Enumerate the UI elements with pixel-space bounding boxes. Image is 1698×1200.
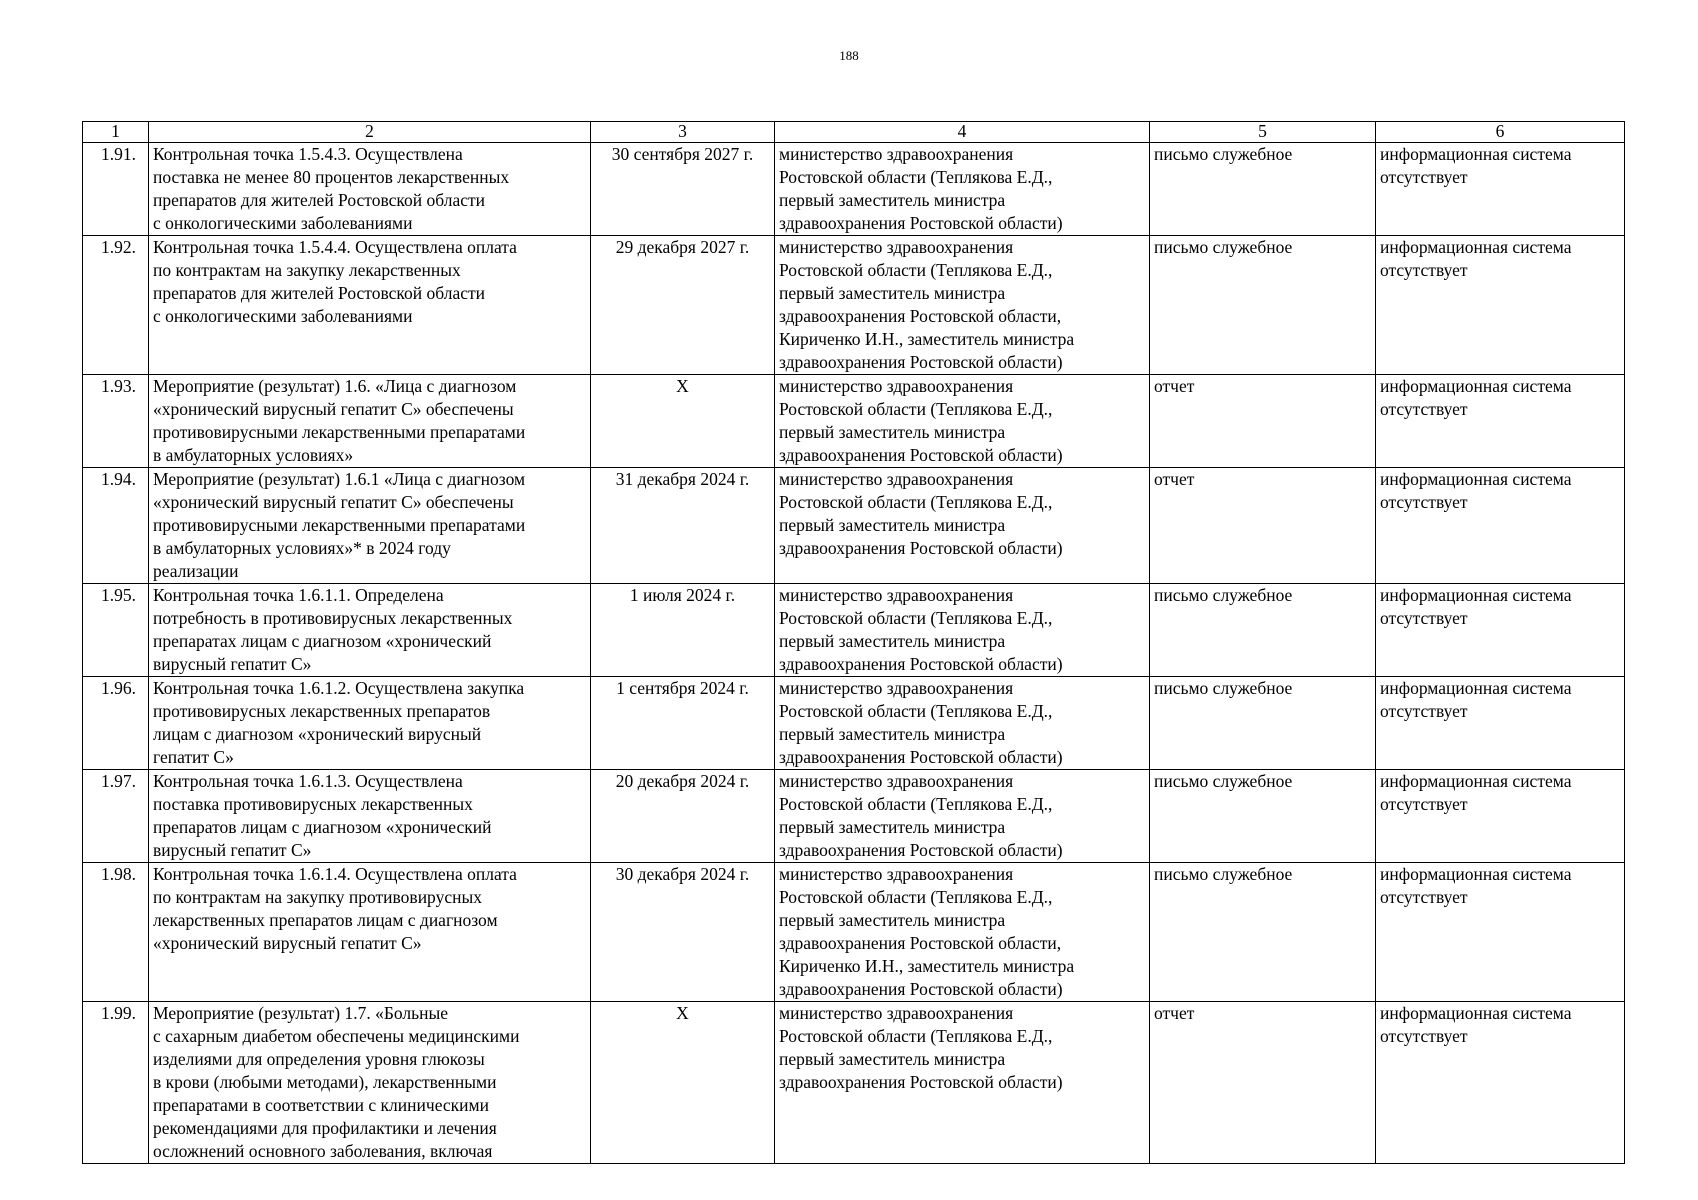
row-document-type: письмо служебное bbox=[1150, 677, 1376, 770]
row-date: 30 сентября 2027 г. bbox=[591, 143, 775, 236]
row-number: 1.95. bbox=[83, 584, 149, 677]
row-number: 1.97. bbox=[83, 770, 149, 863]
column-header-1: 1 bbox=[83, 122, 149, 143]
row-responsible: министерство здравоохранения Ростовской области (Теплякова Е.Д., первый заместитель министра здравоохранения Ростовской области) bbox=[775, 584, 1150, 677]
row-info-system: информационная система отсутствует bbox=[1376, 143, 1625, 236]
row-responsible: министерство здравоохранения Ростовской области (Теплякова Е.Д., первый заместитель министра здравоохранения Ростовской области) bbox=[775, 143, 1150, 236]
column-header-5: 5 bbox=[1150, 122, 1376, 143]
row-info-system: информационная система отсутствует bbox=[1376, 770, 1625, 863]
row-description: Контрольная точка 1.5.4.3. Осуществлена поставка не менее 80 процентов лекарственных препаратов для жителей Ростовской области с онкологическими заболеваниями bbox=[149, 143, 591, 236]
column-header-4: 4 bbox=[775, 122, 1150, 143]
row-number: 1.93. bbox=[83, 375, 149, 468]
row-document-type: письмо служебное bbox=[1150, 863, 1376, 1002]
row-number: 1.99. bbox=[83, 1002, 149, 1164]
row-description: Контрольная точка 1.5.4.4. Осуществлена оплата по контрактам на закупку лекарственных препаратов для жителей Ростовской области с онкологическими заболеваниями bbox=[149, 236, 591, 375]
row-responsible: министерство здравоохранения Ростовской области (Теплякова Е.Д., первый заместитель министра здравоохранения Ростовской области) bbox=[775, 1002, 1150, 1164]
row-date: X bbox=[591, 1002, 775, 1164]
row-info-system: информационная система отсутствует bbox=[1376, 863, 1625, 1002]
control-points-table bbox=[82, 121, 1625, 1164]
table-row bbox=[83, 236, 1625, 375]
row-document-type: письмо служебное bbox=[1150, 584, 1376, 677]
row-number: 1.91. bbox=[83, 143, 149, 236]
table-row bbox=[83, 584, 1625, 677]
row-date: 1 сентября 2024 г. bbox=[591, 677, 775, 770]
row-description: Мероприятие (результат) 1.6. «Лица с диагнозом «хронический вирусный гепатит С» обеспечены противовирусными лекарственными препаратами в амбулаторных условиях» bbox=[149, 375, 591, 468]
row-description: Мероприятие (результат) 1.7. «Больные с сахарным диабетом обеспечены медицинскими изделиями для определения уровня глюкозы в крови (любыми методами), лекарственными препаратами в соответствии с клиническими рекомендациями для профилактики и лечения осложнений основного заболевания, включая bbox=[149, 1002, 591, 1164]
row-description: Контрольная точка 1.6.1.3. Осуществлена поставка противовирусных лекарственных препаратов лицам с диагнозом «хронический вирусный гепатит С» bbox=[149, 770, 591, 863]
row-description: Контрольная точка 1.6.1.2. Осуществлена закупка противовирусных лекарственных препаратов лицам с диагнозом «хронический вирусный гепатит С» bbox=[149, 677, 591, 770]
row-document-type: отчет bbox=[1150, 375, 1376, 468]
row-document-type: отчет bbox=[1150, 1002, 1376, 1164]
row-number: 1.96. bbox=[83, 677, 149, 770]
page-number: 188 bbox=[839, 48, 859, 63]
row-number: 1.98. bbox=[83, 863, 149, 1002]
row-description: Контрольная точка 1.6.1.1. Определена потребность в противовирусных лекарственных препаратах лицам с диагнозом «хронический вирусный гепатит С» bbox=[149, 584, 591, 677]
row-info-system: информационная система отсутствует bbox=[1376, 468, 1625, 584]
row-responsible: министерство здравоохранения Ростовской области (Теплякова Е.Д., первый заместитель министра здравоохранения Ростовской области) bbox=[775, 677, 1150, 770]
row-info-system: информационная система отсутствует bbox=[1376, 236, 1625, 375]
row-date: X bbox=[591, 375, 775, 468]
column-header-6: 6 bbox=[1376, 122, 1625, 143]
row-responsible: министерство здравоохранения Ростовской области (Теплякова Е.Д., первый заместитель министра здравоохранения Ростовской области) bbox=[775, 770, 1150, 863]
row-info-system: информационная система отсутствует bbox=[1376, 1002, 1625, 1164]
table-row bbox=[83, 677, 1625, 770]
table-header bbox=[83, 122, 1625, 143]
row-number: 1.92. bbox=[83, 236, 149, 375]
table-row bbox=[83, 1002, 1625, 1164]
row-responsible: министерство здравоохранения Ростовской области (Теплякова Е.Д., первый заместитель министра здравоохранения Ростовской области) bbox=[775, 468, 1150, 584]
column-header-3: 3 bbox=[591, 122, 775, 143]
row-document-type: письмо служебное bbox=[1150, 770, 1376, 863]
table-row bbox=[83, 770, 1625, 863]
row-date: 31 декабря 2024 г. bbox=[591, 468, 775, 584]
row-document-type: отчет bbox=[1150, 468, 1376, 584]
row-date: 30 декабря 2024 г. bbox=[591, 863, 775, 1002]
table-body bbox=[83, 143, 1625, 1164]
row-date: 29 декабря 2027 г. bbox=[591, 236, 775, 375]
row-description: Мероприятие (результат) 1.6.1 «Лица с диагнозом «хронический вирусный гепатит С» обеспечены противовирусными лекарственными препаратами в амбулаторных условиях»* в 2024 году реализации bbox=[149, 468, 591, 584]
table-row bbox=[83, 143, 1625, 236]
row-document-type: письмо служебное bbox=[1150, 143, 1376, 236]
row-info-system: информационная система отсутствует bbox=[1376, 375, 1625, 468]
row-info-system: информационная система отсутствует bbox=[1376, 677, 1625, 770]
table-row bbox=[83, 863, 1625, 1002]
row-document-type: письмо служебное bbox=[1150, 236, 1376, 375]
table-row bbox=[83, 375, 1625, 468]
row-info-system: информационная система отсутствует bbox=[1376, 584, 1625, 677]
header-row bbox=[83, 122, 1625, 143]
table-row bbox=[83, 468, 1625, 584]
row-responsible: министерство здравоохранения Ростовской области (Теплякова Е.Д., первый заместитель министра здравоохранения Ростовской области) bbox=[775, 375, 1150, 468]
row-date: 20 декабря 2024 г. bbox=[591, 770, 775, 863]
row-responsible: министерство здравоохранения Ростовской области (Теплякова Е.Д., первый заместитель министра здравоохранения Ростовской области, Кириченко И.Н., заместитель министра здравоохранения Ростовской области) bbox=[775, 863, 1150, 1002]
row-number: 1.94. bbox=[83, 468, 149, 584]
row-date: 1 июля 2024 г. bbox=[591, 584, 775, 677]
column-header-2: 2 bbox=[149, 122, 591, 143]
row-responsible: министерство здравоохранения Ростовской области (Теплякова Е.Д., первый заместитель министра здравоохранения Ростовской области, Кириченко И.Н., заместитель министра здравоохранения Ростовской области) bbox=[775, 236, 1150, 375]
row-description: Контрольная точка 1.6.1.4. Осуществлена оплата по контрактам на закупку противовирусных лекарственных препаратов лицам с диагнозом «хронический вирусный гепатит С» bbox=[149, 863, 591, 1002]
